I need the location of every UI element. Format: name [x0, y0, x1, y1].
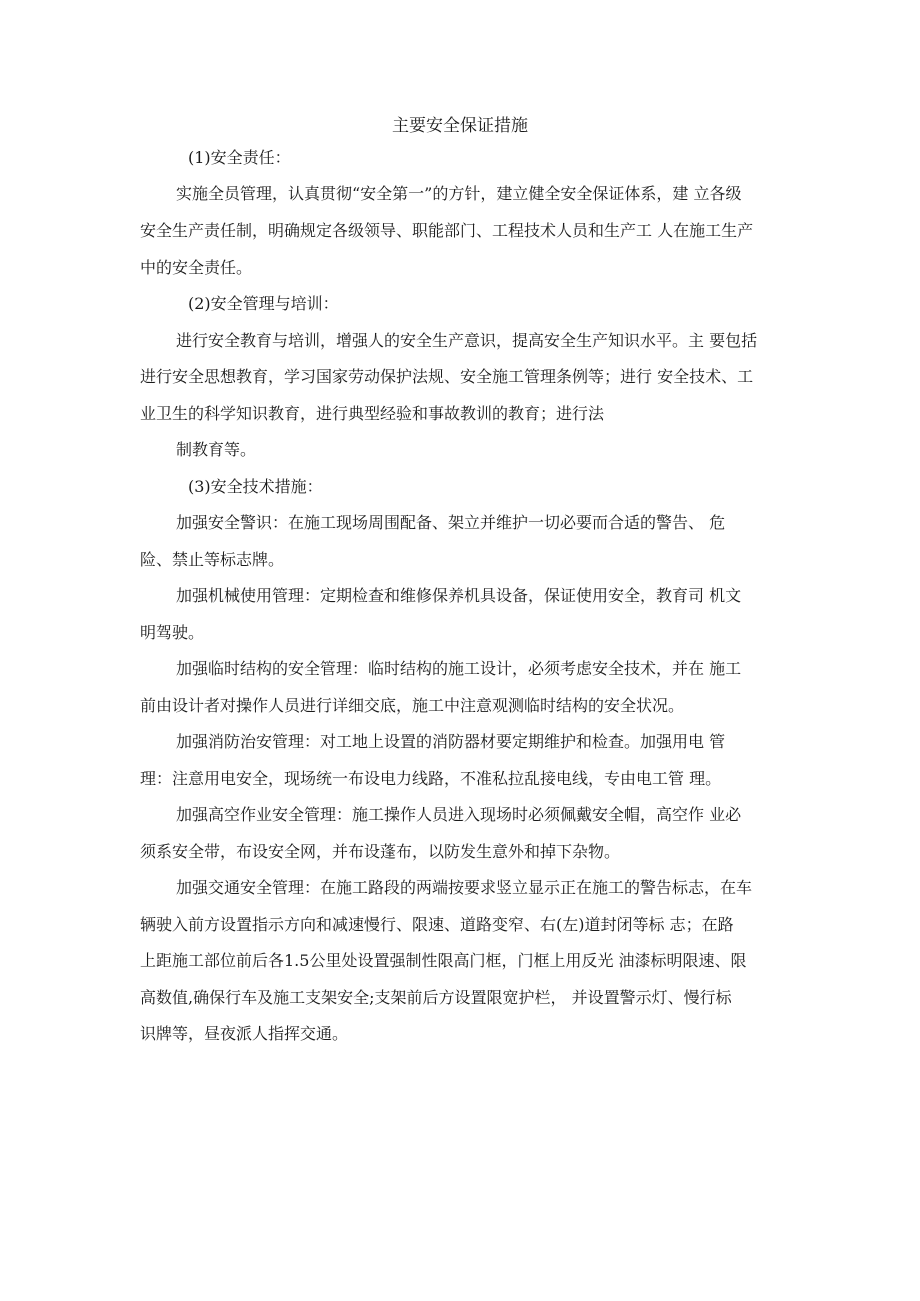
paragraph-line: 实施全员管理，认真贯彻“安全第一”的方针，建立健全安全保证体系，建 立各级 — [176, 184, 742, 203]
paragraph-line: 须系安全带，布设安全网，并布设蓬布，以防发生意外和掉下杂物。 — [140, 842, 621, 861]
paragraph-line: 辆驶入前方设置指示方向和减速慢行、限速、道路变窄、右(左)道封闭等标 志；在路 — [140, 915, 734, 934]
paragraph-line: 明驾驶。 — [140, 623, 205, 642]
paragraph-line: 进行安全思想教育，学习国家劳动保护法规、安全施工管理条例等；进行 安全技术、工 — [140, 367, 754, 386]
paragraph-line: 加强消防治安管理：对工地上设置的消防器材要定期维护和检查。加强用电 管 — [176, 732, 726, 751]
paragraph-line: 业卫生的科学知识教育，进行典型经验和事故教训的教育；进行法 — [140, 404, 605, 423]
section-heading-2: (2)安全管理与培训： — [188, 294, 339, 313]
paragraph-line: 险、禁止等标志牌。 — [140, 550, 285, 569]
paragraph-line: 高数值,确保行车及施工支架安全;支架前后方设置限宽护栏， 并设置警示灯、慢行标 — [140, 988, 732, 1007]
paragraph-line: 理：注意用电安全，现场统一布设电力线路，不准私拉乱接电线，专由电工管 理。 — [140, 769, 722, 788]
paragraph-line: 中的安全责任。 — [140, 258, 253, 277]
paragraph-line: 识牌等，昼夜派人指挥交通。 — [140, 1024, 349, 1043]
paragraph-line: 安全生产责任制，明确规定各级领导、职能部门、工程技术人员和生产工 人在施工生产 — [140, 221, 754, 240]
paragraph-line: 前由设计者对操作人员进行详细交底，施工中注意观测临时结构的安全状况。 — [140, 696, 685, 715]
paragraph-line: 加强机械使用管理：定期检查和维修保养机具设备，保证使用安全，教育司 机文 — [176, 586, 742, 605]
paragraph-line: 加强安全警识：在施工现场周围配备、架立并维护一切必要而合适的警告、 危 — [176, 513, 726, 532]
paragraph-line: 加强临时结构的安全管理：临时结构的施工设计，必须考虑安全技术，并在 施工 — [176, 659, 742, 678]
paragraph-line: 上距施工部位前后各1.5公里处设置强制性限高门框，门框上用反光 油漆标明限速、限 — [140, 951, 747, 970]
section-heading-1: (1)安全责任： — [188, 148, 291, 167]
paragraph-line: 进行安全教育与培训，增强人的安全生产意识，提高安全生产知识水平。主 要包括 — [176, 331, 758, 350]
document-title: 主要安全保证措施 — [392, 116, 528, 136]
paragraph-line: 加强高空作业安全管理：施工操作人员进入现场时必须佩戴安全帽，高空作 业必 — [176, 805, 742, 824]
section-heading-3: (3)安全技术措施： — [188, 477, 323, 496]
paragraph-line: 制教育等。 — [176, 440, 257, 459]
paragraph-line: 加强交通安全管理：在施工路段的两端按要求竖立显示正在施工的警告标志，在车 — [176, 878, 753, 897]
